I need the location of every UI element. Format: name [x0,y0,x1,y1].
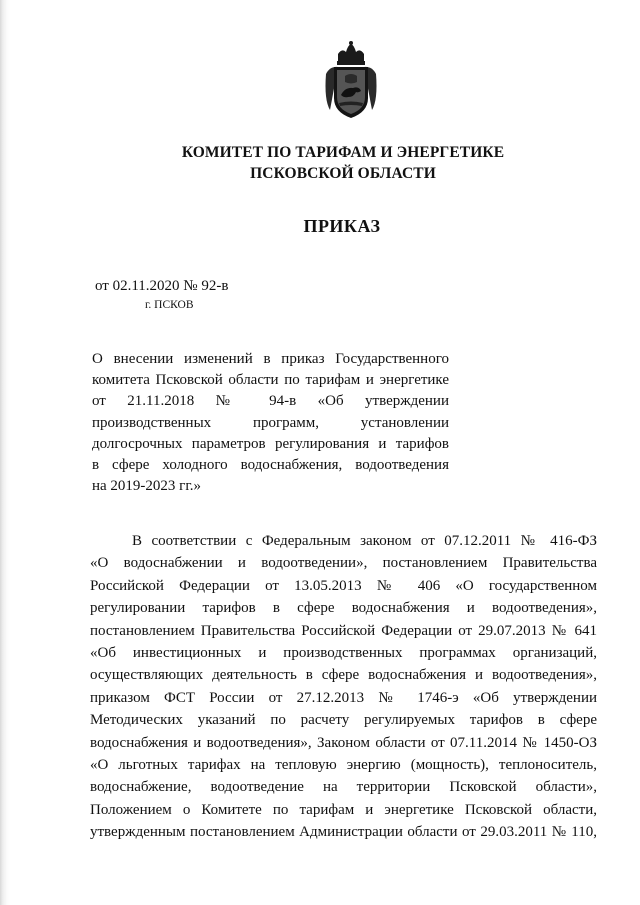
body-line: водоснабжения и водоотведения», Законом области от 07.11.2014 № 1450-ОЗ [90,734,597,751]
body-line: Методических указаний по расчету регулируемых тарифов в сфере [90,712,597,729]
body-line: регулировании тарифов в сфере водоснабжения и водоотведения», [90,600,597,617]
committee-title [0,142,640,184]
scan-edge-shadow [0,0,10,905]
pskov-region-coat-of-arms-icon [320,40,382,120]
order-city: г. ПСКОВ [145,299,194,311]
committee-title-line-2: ПСКОВСКОЙ ОБЛАСТИ [250,165,436,182]
body-line: водоснабжение, водоотведение на территории Псковской области», [90,779,597,796]
body-line: «О водоснабжении и водоотведении», постановлением Правительства [90,555,597,572]
subject-line: О внесении изменений в приказ Государственного [92,351,449,367]
subject-line: от 21.11.2018 № 94-в «Об утверждении [92,393,449,410]
body-line: приказом ФСТ России от 27.12.2013 № 1746-э «Об утверждении [90,689,597,706]
subject-line: на 2019-2023 гг.» [92,478,202,495]
committee-title-line-1: КОМИТЕТ ПО ТАРИФАМ И ЭНЕРГЕТИКЕ [181,144,505,161]
subject-line: в сфере холодного водоснабжения, водоотведения [92,457,449,474]
body-line: «О льготных тарифах на тепловую энергию (мощность), теплоноситель, [90,757,597,774]
order-date-number: от 02.11.2020 № 92-в [95,278,229,294]
document-type-heading: ПРИКАЗ [303,216,381,236]
subject-line: производственных программ, установлении [92,414,449,431]
subject-line: комитета Псковской области по тарифам и энергетике [92,372,449,389]
body-line: осуществляющих деятельность в сфере водоснабжения и водоотведения», [90,667,597,684]
subject-line: долгосрочных параметров регулирования и тарифов [92,435,449,452]
order-body-paragraph [90,530,597,844]
body-line: постановлением Правительства Российской Федерации от 29.07.2013 № 641 [90,622,597,639]
body-line: Российской Федерации от 13.05.2013 № 406 «О государственном [90,577,597,594]
body-line: «Об инвестиционных и производственных программах организаций, [90,645,597,662]
order-subject [92,349,449,497]
body-line: утвержденным постановлением Администрации области от 29.03.2011 № 110, [90,824,597,841]
body-line: Положением о Комитете по тарифам и энергетике Псковской области, [90,801,597,818]
body-line: В соответствии с Федеральным законом от 07.12.2011 № 416-ФЗ [132,533,597,549]
